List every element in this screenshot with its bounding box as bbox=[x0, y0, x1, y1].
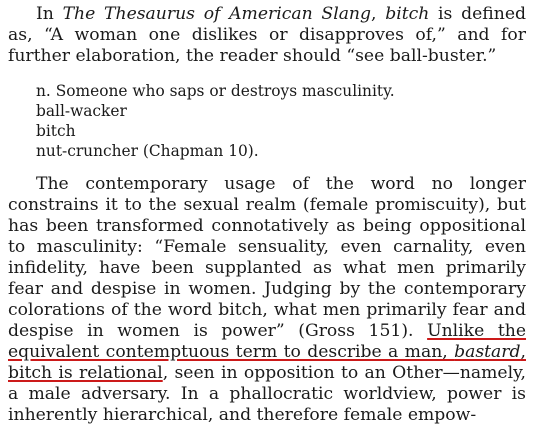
paragraph2-tail: , seen in opposition to an Other—namely, a male adversary. In a phallocratic worldview, power is inherently hierarchical, and therefore female empow- bbox=[8, 363, 526, 425]
defined-word: bitch bbox=[385, 4, 430, 24]
quote-line-definition: n. Someone who saps or destroys masculinity. bbox=[36, 82, 395, 100]
underlined-italic-word: bastard bbox=[454, 342, 521, 362]
paragraph1-mid: , bbox=[371, 4, 386, 24]
book-title: The Thesaurus of American Slang bbox=[62, 4, 372, 24]
quote-line-synonym-3: nut-cruncher (Chapman 10). bbox=[36, 142, 259, 160]
quote-line-synonym-1: ball-wacker bbox=[36, 102, 127, 120]
underlined-post: , bitch is relational bbox=[8, 342, 526, 383]
paragraph1-post: is defined as, “A woman one dislikes or disapproves of,” and for further elaboration, the reader should “see ball-buster.” bbox=[8, 4, 526, 66]
paragraph-thesaurus-definition bbox=[8, 4, 526, 67]
quote-line-synonym-2: bitch bbox=[36, 122, 76, 140]
paragraph1-pre: In bbox=[36, 4, 63, 24]
paragraph2-text: The contemporary usage of the word no longer constrains it to the sexual realm (female promiscuity), but has been transformed connotatively as being oppositional to masculinity: “Female sensuality, even carnality, even infidelity, have been supplanted as what men primarily fear and despise in women. Judging by the contemporary colorations of the word bitch, what men primarily fear and despise in women is power” (Gross 151). bbox=[8, 174, 526, 341]
block-quote bbox=[36, 81, 526, 161]
paragraph-contemporary-usage bbox=[8, 174, 526, 426]
underlined-pre: Unlike the equivalent contemptuous term to describe a man, bbox=[8, 321, 527, 362]
